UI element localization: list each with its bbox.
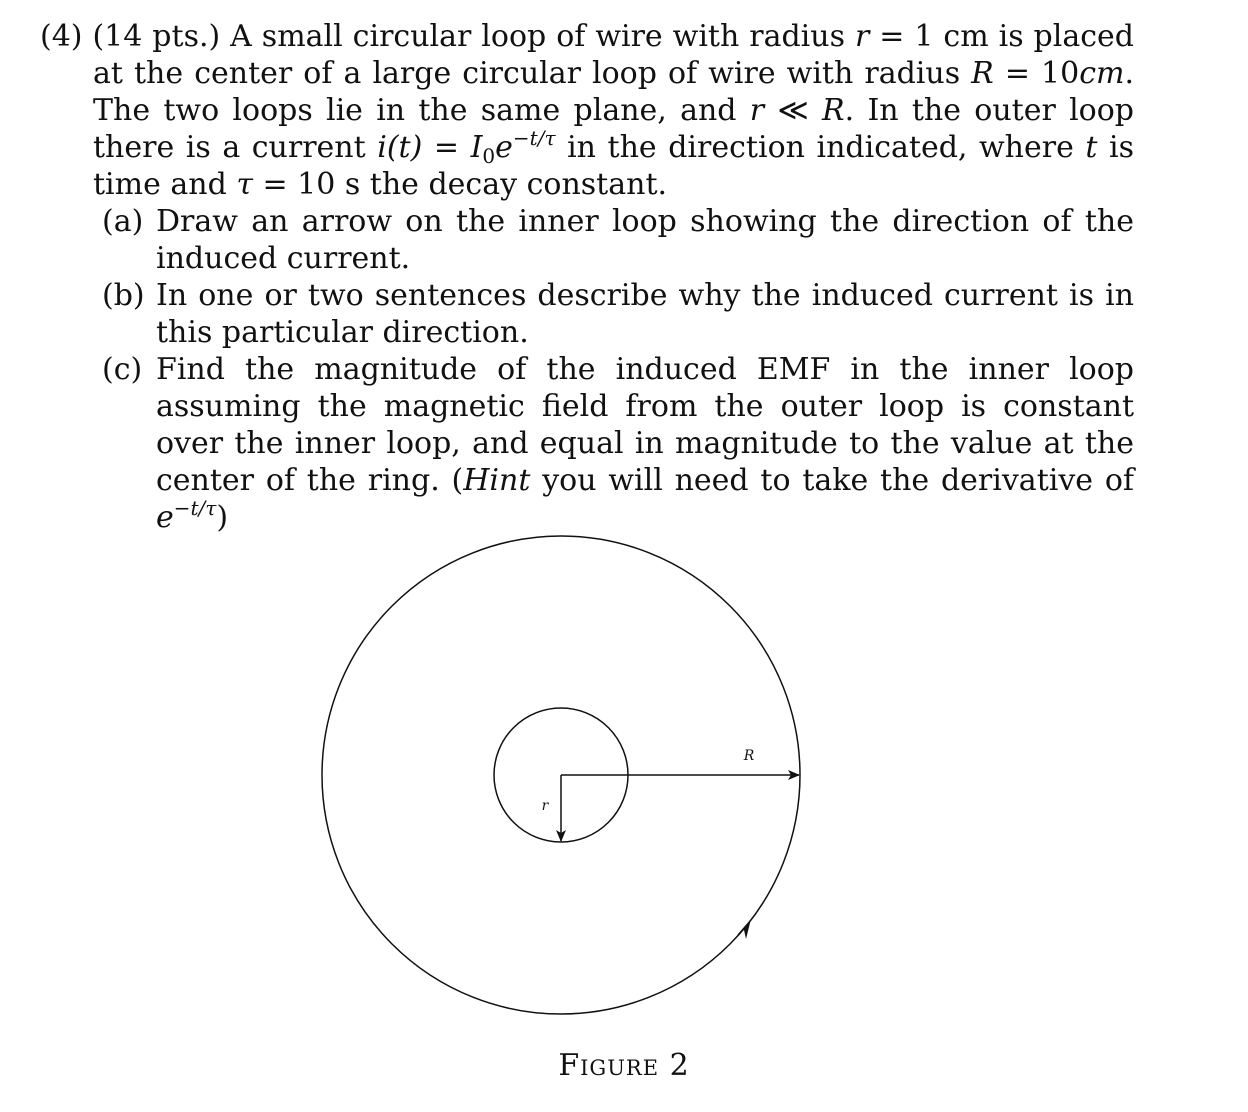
part-b xyxy=(40,277,1134,351)
intro-text: = xyxy=(422,130,471,165)
intro-text: . In the outer loop there is a current xyxy=(93,93,1134,165)
part-text-segment: you will need to take the derivative of xyxy=(530,463,1135,498)
part-label: (c) xyxy=(102,352,143,387)
math-e: e xyxy=(156,500,174,535)
problem-text xyxy=(40,18,1134,536)
part-text: In one or two sentences describe why the induced current is in this particular direction. xyxy=(156,278,1134,350)
part-text-segment: Find the magnitude of the induced EMF in the inner loop assuming the magnetic field from the outer loop is constant over the inner loop, and equal in magnitude to the value at the center of the ring. ( xyxy=(156,352,1134,498)
part-text xyxy=(156,352,1134,535)
math-r: r xyxy=(854,19,870,54)
intro-text: = 1 cm is placed at the center of a large circular loop of wire with radius xyxy=(93,19,1134,91)
math-R: R xyxy=(822,93,845,128)
math-I: I xyxy=(470,130,483,165)
part-label: (a) xyxy=(102,204,144,239)
loops-diagram xyxy=(0,520,1248,1112)
math-exponent: −t/τ xyxy=(512,126,556,150)
intro-text: . The two loops lie in the same plane, and xyxy=(93,56,1134,128)
label-R: R xyxy=(743,748,755,764)
math-cm: cm xyxy=(1079,56,1125,91)
math-r: r xyxy=(749,93,765,128)
math-tau: τ xyxy=(236,167,253,202)
problem-intro xyxy=(40,18,1134,203)
figure-caption: Figure 2 xyxy=(558,1048,690,1083)
math-e: e xyxy=(495,130,513,165)
part-c xyxy=(40,351,1134,536)
math-subscript: 0 xyxy=(482,144,496,168)
part-a xyxy=(40,203,1134,277)
math-t: t xyxy=(1085,130,1098,165)
intro-text: is time and xyxy=(93,130,1135,202)
part-text-segment: ) xyxy=(216,500,229,535)
current-direction-arrow xyxy=(737,919,751,939)
part-label: (b) xyxy=(102,278,145,313)
intro-text: in the direction indicated, where xyxy=(555,130,1086,165)
intro-text: = 10 s the decay constant. xyxy=(252,167,668,202)
intro-text: ≪ xyxy=(764,93,823,128)
label-r: r xyxy=(541,798,549,814)
math-current: i(t) xyxy=(377,130,423,165)
figure-2 xyxy=(0,520,1248,1112)
problem-points: (14 pts.) xyxy=(92,19,221,54)
intro-text: A small circular loop of wire with radius xyxy=(230,19,855,54)
question-parts xyxy=(40,203,1134,536)
math-R: R xyxy=(971,56,994,91)
math-exponent: −t/τ xyxy=(173,496,217,520)
intro-text: = 10 xyxy=(993,56,1080,91)
hint-word: Hint xyxy=(463,463,531,498)
part-text: Draw an arrow on the inner loop showing the direction of the induced current. xyxy=(156,204,1134,276)
problem-number: (4) xyxy=(40,19,83,54)
